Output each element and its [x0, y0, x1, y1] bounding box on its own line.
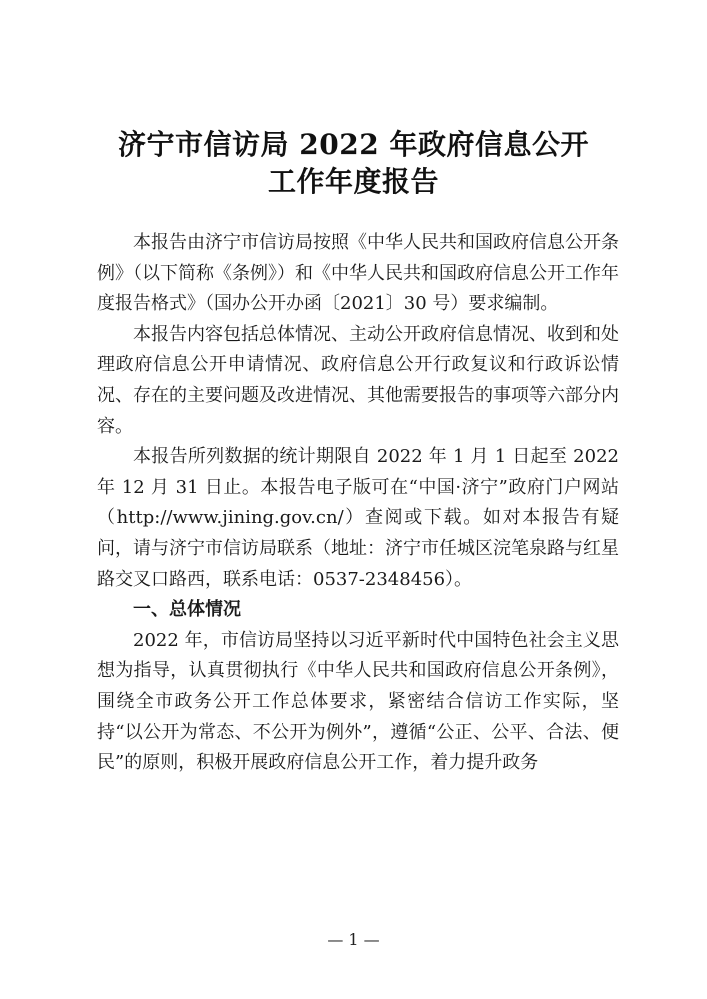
document-body: [97, 228, 619, 779]
page-number: — 1 —: [327, 930, 380, 949]
paragraph-intro: 本报告由济宁市信访局按照《中华人民共和国政府信息公开条例》（以下简称《条例》）和《中华人民共和国政府信息公开工作年度报告格式》（国办公开办函〔2021〕30 号）要求编制。: [97, 232, 619, 315]
paragraph-overview: 2022 年，市信访局坚持以习近平新时代中国特色社会主义思想为指导，认真贯彻执行《中华人民共和国政府信息公开条例》，围绕全市政务公开工作总体要求，紧密结合信访工作实际，坚持“以公开为常态、不公开为例外”，遵循“公正、公平、合法、便民”的原则，积极开展政府信息公开工作，着力提升政务: [97, 629, 619, 774]
paragraph-statistics: 本报告所列数据的统计期限自 2022 年 1 月 1 日起至 2022 年 12 月 31 日止。本报告电子版可在“中国·济宁”政府门户网站（http://www.jining.gov.cn/）查阅或下载。如对本报告有疑问，请与济宁市信访局联系（地址：济宁市任城区浣笔泉路与红星路交叉口路西，联系电话：0537-2348456）。: [97, 446, 619, 590]
document-title-line-2: 工作年度报告: [267, 165, 439, 198]
section-heading-overview: 一、总体情况: [133, 599, 241, 621]
document-title-line-1: 济宁市信访局 2022 年政府信息公开: [118, 128, 589, 161]
paragraph-contents: 本报告内容包括总体情况、主动公开政府信息情况、收到和处理政府信息公开申请情况、政府信息公开行政复议和行政诉讼情况、存在的主要问题及改进情况、其他需要报告的事项等六部分内容。: [97, 323, 619, 437]
